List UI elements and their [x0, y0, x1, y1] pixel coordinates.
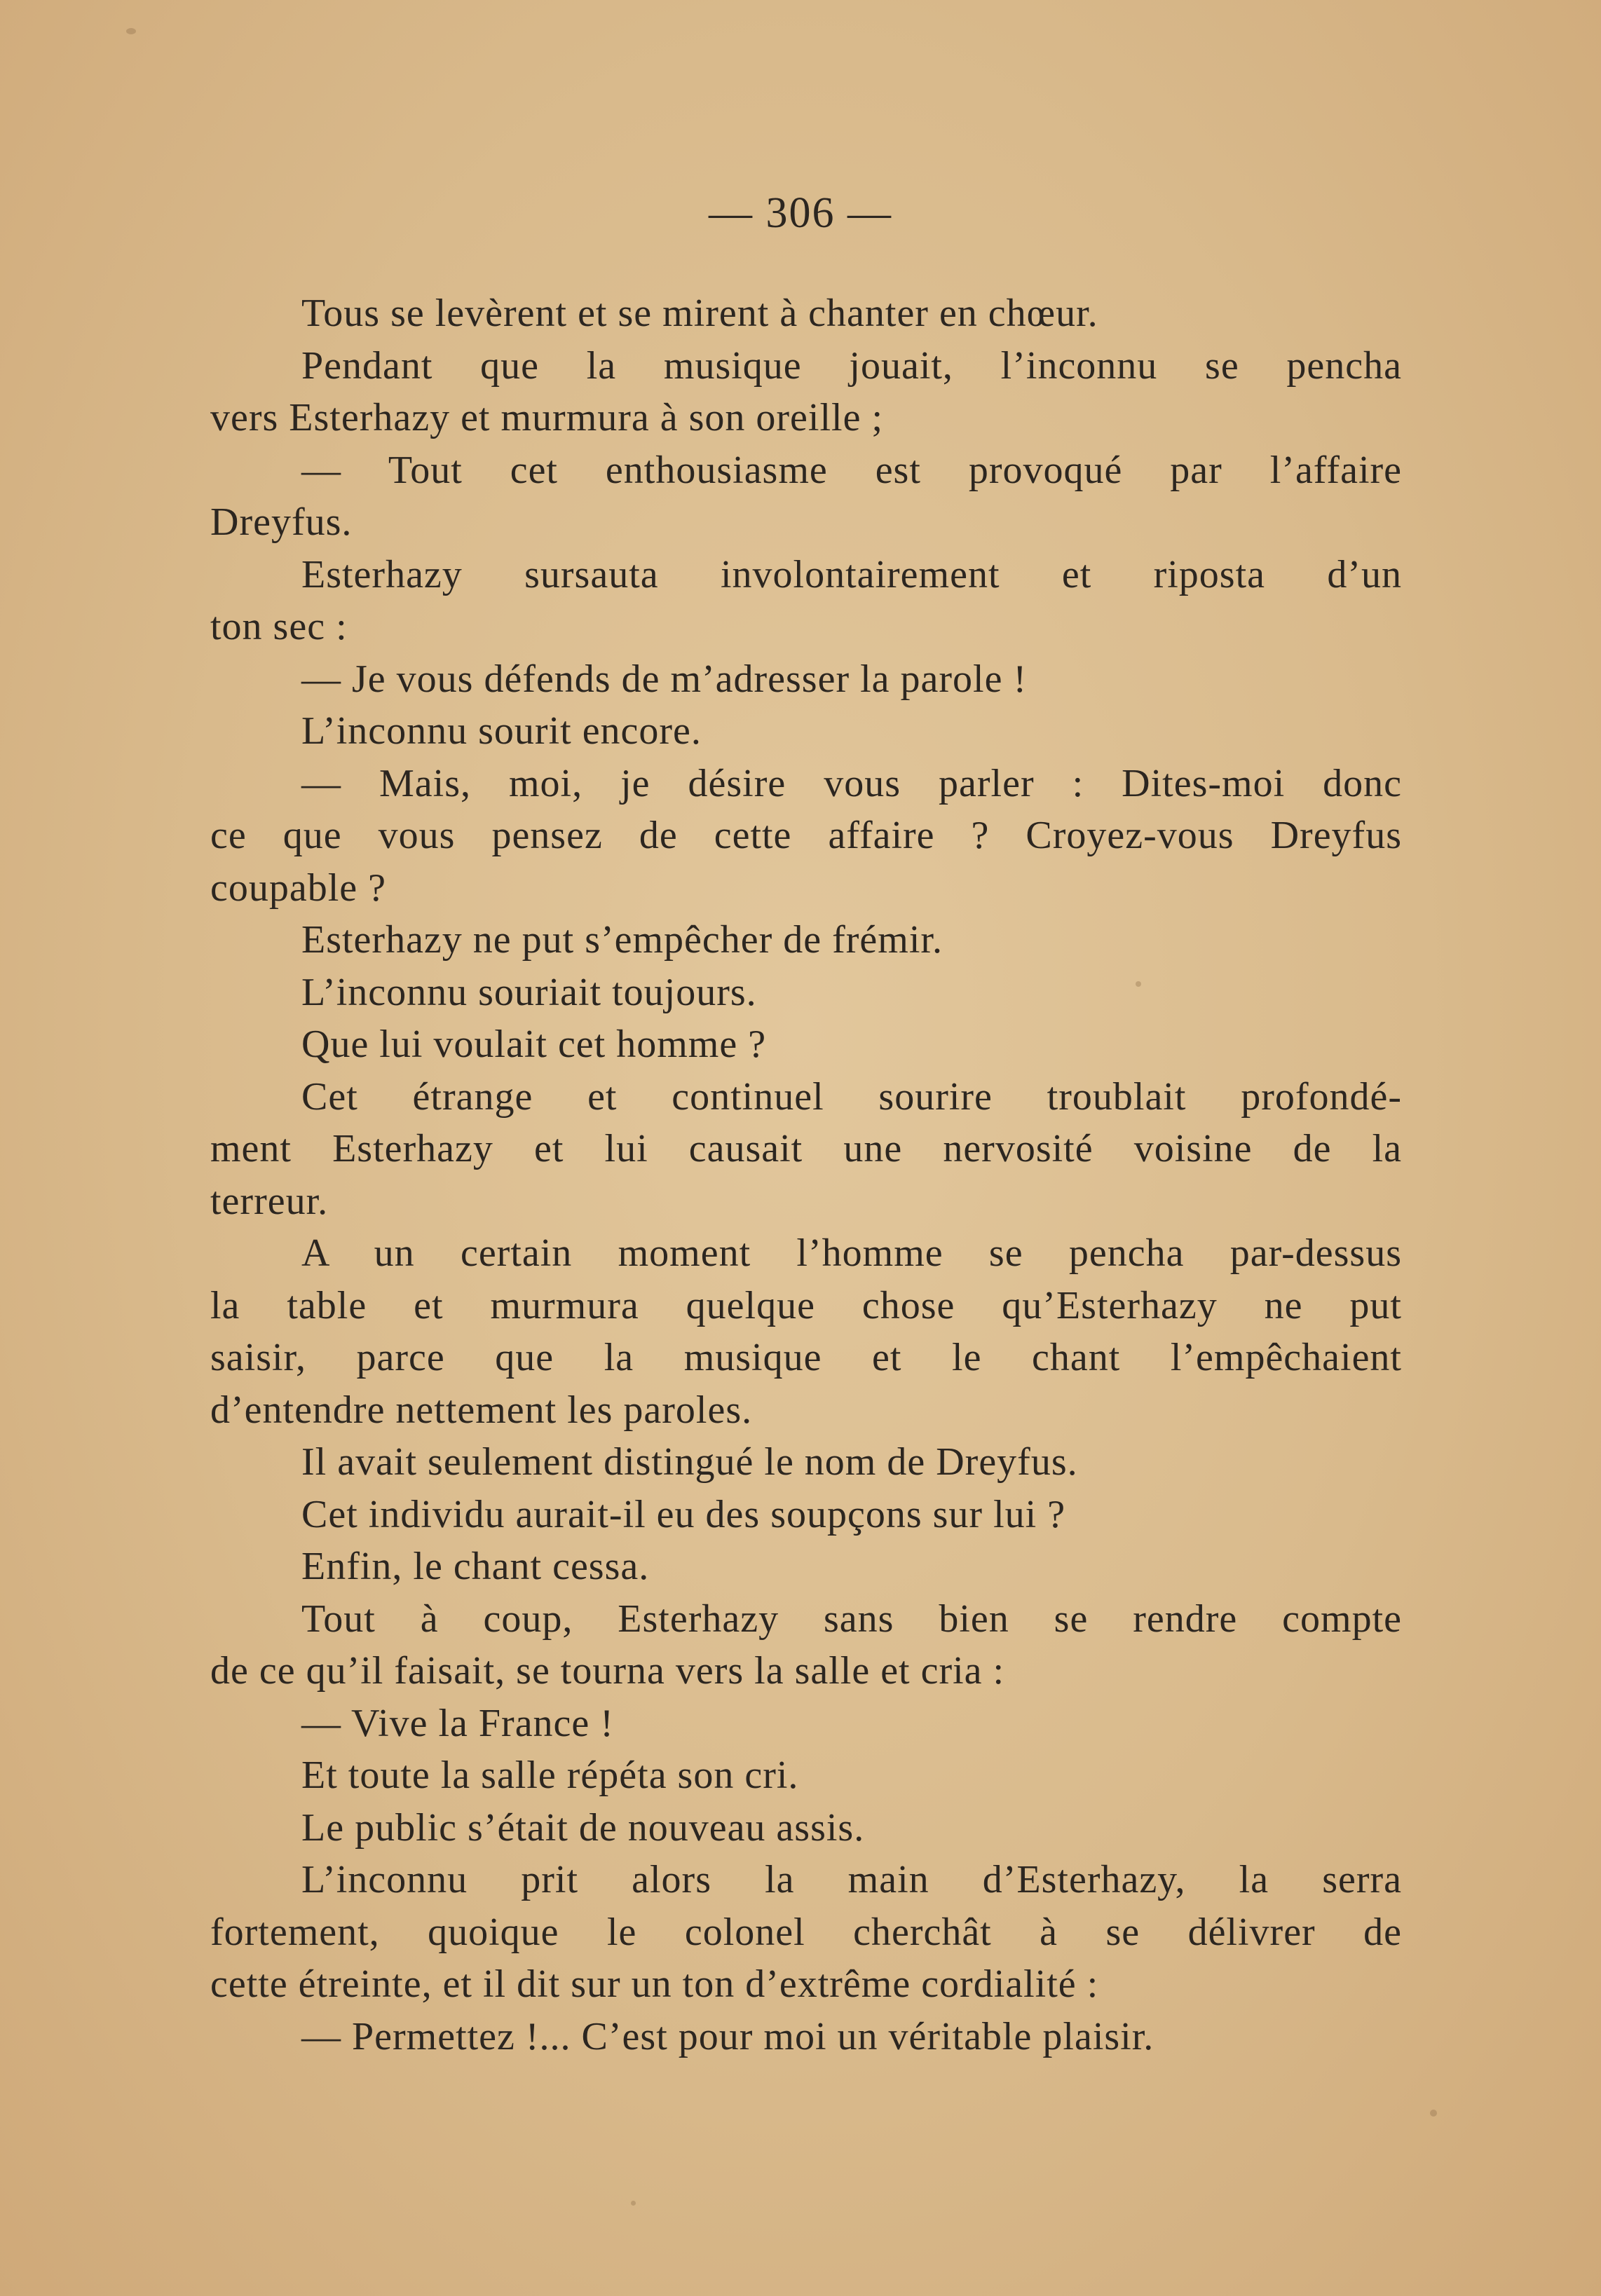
text-line: Tous se levèrent et se mirent à chanter en chœur.: [301, 292, 1098, 335]
text-line: Cet individu aurait-il eu des soupçons sur lui ?: [301, 1492, 1066, 1536]
text-line: L’inconnu souriait toujours.: [301, 970, 757, 1014]
text-line: Cet étrange et continuel sourire troublait profondé-: [301, 1074, 1402, 1119]
text-line: — Tout cet enthousiasme est provoqué par l’affaire: [301, 448, 1402, 492]
text-line: Esterhazy ne put s’empêcher de frémir.: [301, 918, 943, 962]
page-number: — 306 —: [709, 189, 892, 237]
text-body: [210, 287, 1402, 2063]
text-line: Et toute la salle répéta son cri.: [301, 1754, 799, 1797]
text-line: Que lui voulait cet homme ?: [301, 1023, 767, 1066]
text-line: de ce qu’il faisait, se tourna vers la salle et cria :: [210, 1649, 1005, 1693]
text-line: vers Esterhazy et murmura à son oreille ;: [210, 396, 883, 439]
paper-speck: [126, 28, 136, 34]
text-line: — Mais, moi, je désire vous parler : Dites-moi donc: [301, 761, 1402, 805]
text-line: ment Esterhazy et lui causait une nervosité voisine de la: [210, 1127, 1402, 1170]
text-line: — Je vous défends de m’adresser la parole !: [301, 657, 1028, 701]
text-line: la table et murmura quelque chose qu’Esterhazy ne put: [210, 1283, 1402, 1327]
text-line: ce que vous pensez de cette affaire ? Croyez-vous Dreyfus: [210, 814, 1402, 857]
text-line: — Vive la France !: [301, 1701, 614, 1745]
text-line: d’entendre nettement les paroles.: [210, 1388, 753, 1432]
text-line: Esterhazy sursauta involontairement et riposta d’un: [301, 552, 1402, 596]
text-line: L’inconnu prit alors la main d’Esterhazy, la serra: [301, 1858, 1402, 1901]
text-line: terreur.: [210, 1179, 329, 1223]
text-line: cette étreinte, et il dit sur un ton d’extrême cordialité :: [210, 1962, 1099, 2006]
text-line: Tout à coup, Esterhazy sans bien se rendre compte: [301, 1597, 1402, 1641]
paper-speck: [631, 2201, 636, 2206]
text-line: ton sec :: [210, 605, 348, 648]
text-line: L’inconnu sourit encore.: [301, 709, 702, 753]
text-line: Dreyfus.: [210, 500, 353, 544]
text-line: Il avait seulement distingué le nom de Dreyfus.: [301, 1440, 1078, 1484]
text-line: Le public s’était de nouveau assis.: [301, 1805, 865, 1850]
text-line: Pendant que la musique jouait, l’inconnu se pencha: [301, 343, 1402, 388]
text-line: — Permettez !... C’est pour moi un véritable plaisir.: [301, 2014, 1154, 2058]
text-line: coupable ?: [210, 866, 386, 910]
text-line: fortement, quoique le colonel cherchât à se délivrer de: [210, 1910, 1402, 1954]
text-line: Enfin, le chant cessa.: [301, 1545, 650, 1588]
text-line: A un certain moment l’homme se pencha par-dessus: [301, 1231, 1402, 1275]
paper-speck: [1430, 2110, 1437, 2117]
text-line: saisir, parce que la musique et le chant l’empêchaient: [210, 1336, 1402, 1379]
